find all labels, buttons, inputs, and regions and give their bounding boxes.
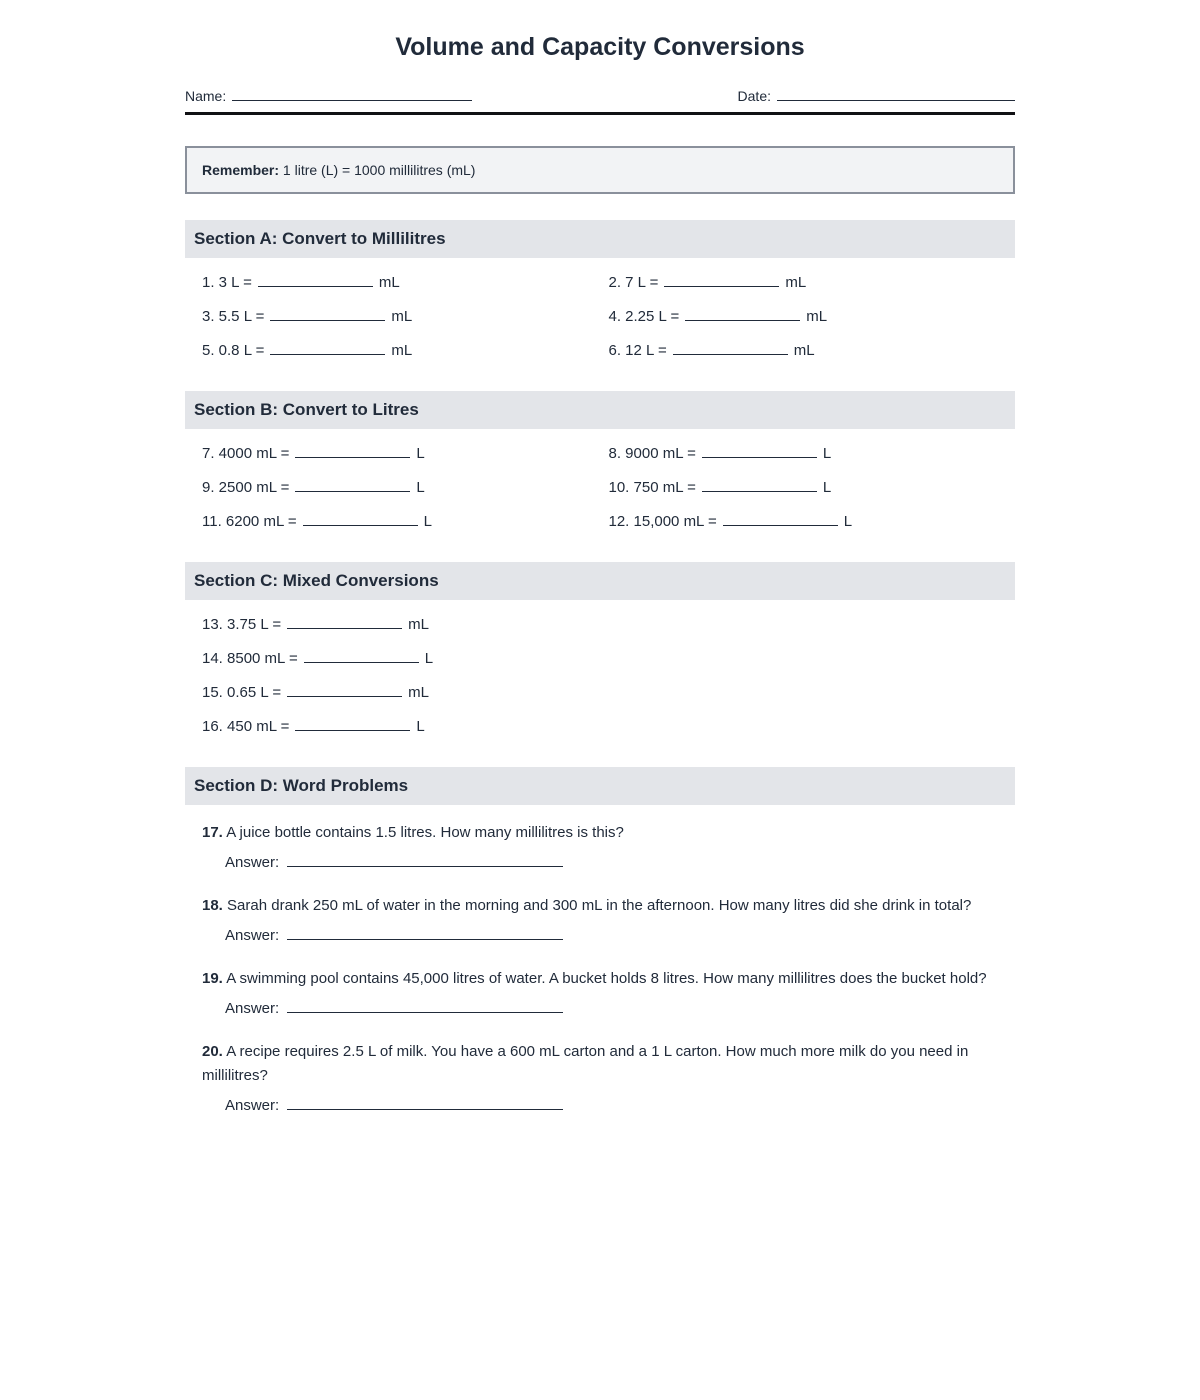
conversion-label: 10. 750 mL = — [608, 479, 696, 496]
conversion-sections — [185, 220, 1015, 741]
word-problem — [202, 967, 1015, 1021]
worksheet-section — [185, 391, 1015, 536]
conversion-label: 5. 0.8 L = — [202, 342, 265, 359]
answer-blank-line — [270, 340, 385, 355]
unit-label: L — [416, 718, 425, 735]
reminder-label: Remember: — [202, 162, 280, 178]
answer-blank-line — [287, 925, 563, 940]
conversion-label: 14. 8500 mL = — [202, 650, 298, 667]
conversion-label: 2. 7 L = — [608, 274, 659, 291]
conversion-item — [609, 477, 1016, 498]
problem-question: A juice bottle contains 1.5 litres. How many millilitres is this? — [226, 824, 624, 841]
reminder-text: 1 litre (L) = 1000 millilitres (mL) — [282, 162, 476, 178]
conversion-label: 13. 3.75 L = — [202, 616, 282, 633]
unit-label: mL — [785, 274, 807, 291]
unit-label: L — [822, 479, 832, 496]
section-items — [185, 600, 1015, 741]
answer-blank-line — [702, 443, 817, 458]
answer-blank-line — [304, 648, 419, 663]
unit-label: mL — [408, 684, 429, 701]
conversion-item — [609, 511, 1016, 532]
name-label: Name: — [185, 88, 227, 104]
unit-label: mL — [806, 308, 828, 325]
unit-label: L — [416, 445, 425, 462]
answer-blank-line — [287, 852, 563, 867]
unit-label: mL — [378, 274, 400, 291]
conversion-label: 15. 0.65 L = — [202, 684, 282, 701]
name-field — [185, 87, 472, 104]
problem-number: 18. — [202, 897, 223, 914]
unit-label: mL — [793, 342, 815, 359]
date-label: Date: — [737, 88, 771, 104]
answer-label: Answer: — [225, 927, 280, 944]
answer-blank-line — [702, 477, 817, 492]
problem-question: A recipe requires 2.5 L of milk. You have a 600 mL carton and a 1 L carton. How much more milk do you need in millilitres? — [202, 1043, 969, 1084]
conversion-item — [202, 306, 609, 327]
conversion-label: 6. 12 L = — [608, 342, 667, 359]
answer-blank-line — [287, 614, 402, 629]
section-header: Section D: Word Problems — [185, 767, 1015, 805]
page-title: Volume and Capacity Conversions — [395, 33, 805, 61]
conversion-item — [202, 614, 1015, 635]
worksheet-page — [185, 0, 1015, 1118]
conversion-item — [202, 477, 609, 498]
conversion-label: 8. 9000 mL = — [608, 445, 696, 462]
problem-number: 19. — [202, 970, 223, 987]
word-problem — [202, 1040, 1015, 1118]
answer-blank-line — [287, 1095, 563, 1110]
unit-label: mL — [408, 616, 429, 633]
unit-label: L — [843, 513, 853, 530]
word-problem — [202, 894, 1015, 948]
header-divider — [185, 112, 1015, 115]
conversion-item — [609, 443, 1016, 464]
answer-blank-line — [295, 477, 410, 492]
word-problem — [202, 821, 1015, 875]
conversion-label: 11. 6200 mL = — [202, 513, 297, 530]
section-header: Section C: Mixed Conversions — [185, 562, 1015, 600]
unit-label: L — [424, 650, 434, 667]
worksheet-section — [185, 220, 1015, 365]
section-items — [185, 429, 1015, 536]
answer-blank-line — [723, 511, 838, 526]
problem-text — [202, 894, 1015, 918]
word-problems-list — [185, 805, 1015, 1118]
answer-blank-line — [295, 443, 410, 458]
date-blank-line — [777, 87, 1015, 101]
conversion-label: 3. 5.5 L = — [202, 308, 265, 325]
conversion-item — [202, 682, 1015, 703]
answer-label: Answer: — [225, 1097, 280, 1114]
section-header: Section B: Convert to Litres — [185, 391, 1015, 429]
unit-label: L — [416, 479, 425, 496]
reminder-box — [185, 146, 1015, 194]
answer-label: Answer: — [225, 854, 280, 871]
answer-blank-line — [287, 682, 402, 697]
answer-row — [202, 997, 1015, 1021]
conversion-item — [609, 306, 1016, 327]
conversion-item — [609, 272, 1016, 293]
conversion-item — [202, 340, 609, 361]
problem-question: A swimming pool contains 45,000 litres of water. A bucket holds 8 litres. How many millilitres does the bucket hold? — [226, 970, 987, 987]
answer-row — [202, 851, 1015, 875]
problem-text — [202, 967, 1015, 991]
problem-question: Sarah drank 250 mL of water in the morning and 300 mL in the afternoon. How many litres did she drink in total? — [227, 897, 972, 914]
section-header: Section A: Convert to Millilitres — [185, 220, 1015, 258]
unit-label: L — [822, 445, 832, 462]
answer-blank-line — [295, 716, 410, 731]
conversion-item — [202, 716, 1015, 737]
unit-label: L — [423, 513, 432, 530]
conversion-item — [202, 272, 609, 293]
problem-number: 20. — [202, 1043, 223, 1060]
problem-text — [202, 1040, 1015, 1088]
date-field — [738, 87, 1015, 104]
worksheet-section — [185, 562, 1015, 741]
conversion-label: 1. 3 L = — [202, 274, 252, 291]
conversion-label: 7. 4000 mL = — [202, 445, 290, 462]
conversion-label: 12. 15,000 mL = — [608, 513, 717, 530]
answer-row — [202, 924, 1015, 948]
answer-blank-line — [673, 340, 788, 355]
answer-blank-line — [270, 306, 385, 321]
conversion-item — [202, 511, 609, 532]
problem-number: 17. — [202, 824, 223, 841]
answer-blank-line — [303, 511, 418, 526]
conversion-item — [609, 340, 1016, 361]
answer-blank-line — [287, 998, 563, 1013]
word-problems-section — [185, 767, 1015, 1118]
answer-blank-line — [685, 306, 800, 321]
unit-label: mL — [391, 342, 413, 359]
conversion-label: 16. 450 mL = — [202, 718, 290, 735]
conversion-item — [202, 443, 609, 464]
unit-label: mL — [391, 308, 413, 325]
answer-row — [202, 1094, 1015, 1118]
conversion-label: 9. 2500 mL = — [202, 479, 290, 496]
name-blank-line — [232, 87, 472, 101]
section-items — [185, 258, 1015, 365]
answer-blank-line — [258, 272, 373, 287]
conversion-label: 4. 2.25 L = — [608, 308, 680, 325]
answer-blank-line — [664, 272, 779, 287]
answer-label: Answer: — [225, 1000, 280, 1017]
conversion-item — [202, 648, 1015, 669]
name-date-row — [185, 87, 1015, 104]
problem-text — [202, 821, 1015, 845]
